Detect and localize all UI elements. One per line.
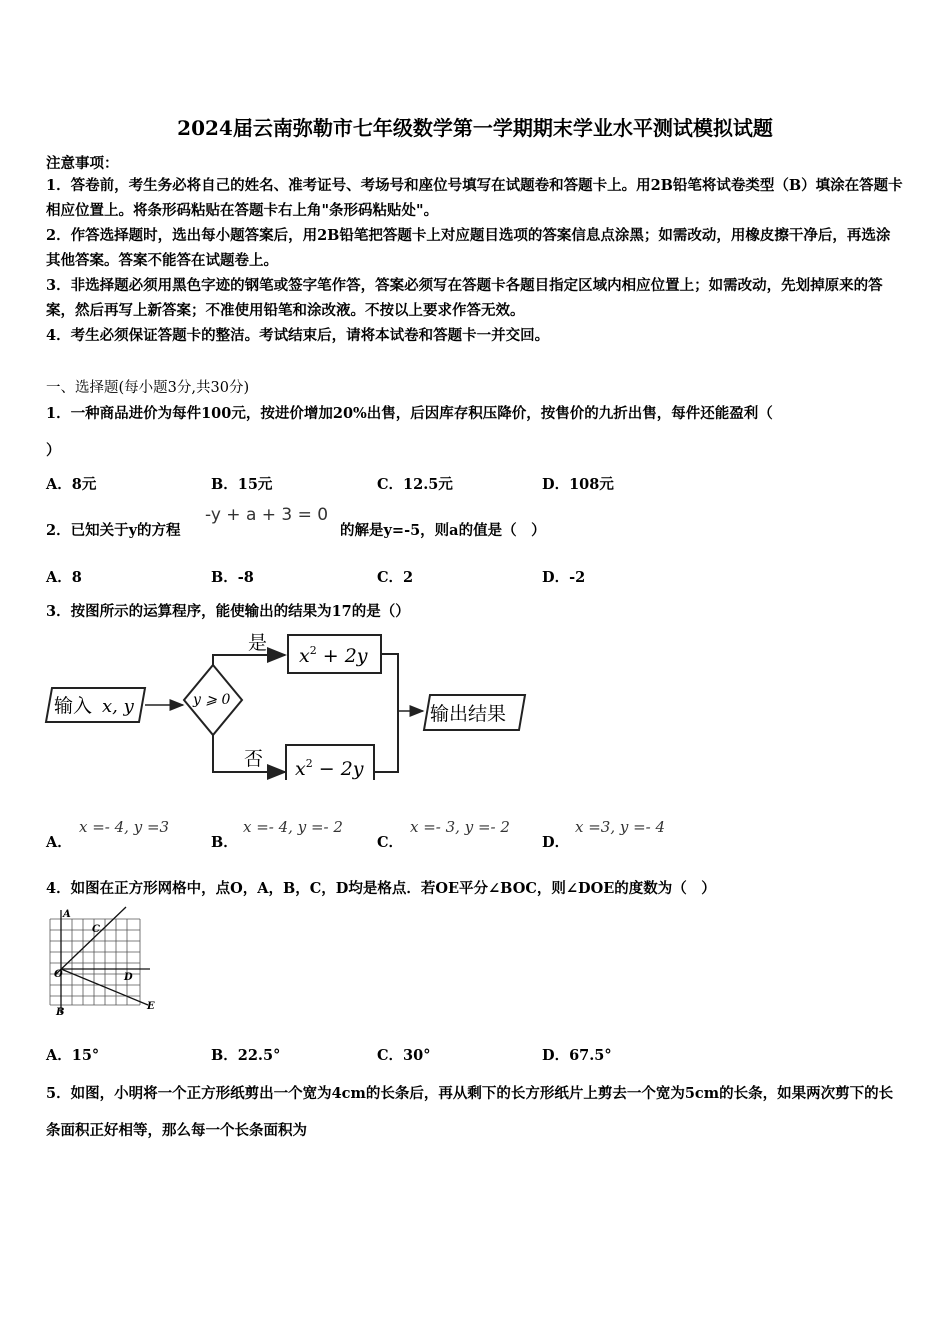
q3-option-a: x =- 4, y =3 — [79, 818, 170, 836]
flow-yes-line — [213, 655, 285, 665]
flowchart — [0, 620, 950, 780]
q1-option-c: C．12.5元 — [377, 476, 453, 493]
q4-option-c: C．30° — [377, 1047, 431, 1064]
flow-no-expr — [295, 757, 364, 780]
label-b: B — [56, 1007, 65, 1018]
flow-yes-sup: 2 — [309, 644, 317, 657]
q3-option-a-letter: A． — [46, 834, 72, 851]
flow-input-vars: x, y — [102, 696, 134, 717]
grid-figure — [40, 905, 170, 1020]
q3-option-d-letter: D． — [542, 834, 570, 851]
flow-output-label: 输出结果 — [430, 703, 507, 725]
q2-text-post: 的解是y=-5，则a的值是（ ） — [340, 522, 546, 539]
q4-text: 4．如图在正方形网格中，点O，A，B，C，D均是格点．若OE平分∠BOC，则∠DOE的度数为（ ） — [46, 880, 716, 897]
flow-no-rest: − 2y — [312, 758, 364, 780]
q2-option-a: A．8 — [46, 569, 82, 586]
notes-heading: 注意事项： — [46, 155, 119, 172]
flow-yes-rest: + 2y — [316, 645, 368, 667]
section-heading: 一、选择题(每小题3分,共30分) — [46, 380, 250, 396]
q2-option-c: C．2 — [377, 569, 414, 586]
flow-yes-base: x — [299, 645, 310, 667]
q3-option-c: x =- 3, y =- 2 — [410, 818, 510, 836]
page-title: 2024届云南弥勒市七年级数学第一学期期末学业水平测试模拟试题 — [177, 116, 773, 140]
q2-option-d: D．-2 — [542, 569, 586, 586]
flow-yes-label: 是 — [248, 632, 268, 654]
q1-option-a: A．8元 — [46, 476, 97, 493]
note-item-3: 3．非选择题必须用黑色字迹的钢笔或签字笔作答，答案必须写在答题卡各题目指定区域内相应位置上；如需改动，先划掉原来的答案，然后再写上新答案；不准使用铅笔和涂改液。不按以上要求作答无效。 — [46, 277, 883, 319]
q5-text: 5．如图，小明将一个正方形纸剪出一个宽为4cm的长条后，再从剩下的长方形纸片上剪去一个宽为5cm的长条，如果两次剪下的长条面积正好相等，那么每一个长条面积为 — [46, 1085, 894, 1139]
q3-option-b: x =- 4, y =- 2 — [243, 818, 343, 836]
label-d: D — [124, 972, 133, 983]
q3-option-b-letter: B． — [211, 834, 238, 851]
q4-option-a: A．15° — [46, 1047, 100, 1064]
flow-condition: y ⩾ 0 — [193, 692, 231, 708]
q1-option-b: B．15元 — [211, 476, 273, 493]
label-o: O — [54, 969, 63, 980]
q2-option-b: B．-8 — [211, 569, 254, 586]
q2-equation: -y + a + 3 = 0 — [205, 505, 329, 525]
flow-no-base: x — [295, 758, 306, 780]
flow-yes-expr — [299, 644, 368, 667]
flow-input-label: 输入 — [54, 695, 93, 717]
label-c: C — [92, 924, 100, 935]
q4-option-d: D．67.5° — [542, 1047, 612, 1064]
q3-text: 3．按图所示的运算程序，能使输出的结果为17的是（） — [46, 603, 410, 620]
q2-text-pre: 2．已知关于y的方程 — [46, 522, 181, 539]
q1-text-cont: ） — [46, 442, 61, 459]
q4-option-b: B．22.5° — [211, 1047, 281, 1064]
note-item-4: 4．考生必须保证答题卡的整洁。考试结束后，请将本试卷和答题卡一并交回。 — [46, 327, 550, 344]
label-a: A — [63, 909, 71, 920]
note-item-1: 1．答卷前，考生务必将自己的姓名、准考证号、考场号和座位号填写在试题卷和答题卡上。用2B铅笔将试卷类型（B）填涂在答题卡相应位置上。将条形码粘贴在答题卡右上角"条形码粘贴处"。 — [46, 177, 903, 219]
q3-option-c-letter: C． — [377, 834, 404, 851]
flow-no-sup: 2 — [305, 757, 313, 770]
note-item-2: 2．作答选择题时，选出每小题答案后，用2B铅笔把答题卡上对应题目选项的答案信息点涂黑；如需改动，用橡皮擦干净后，再选涂其他答案。答案不能答在试题卷上。 — [46, 227, 891, 269]
q1-option-d: D．108元 — [542, 476, 614, 493]
label-e: E — [147, 1001, 155, 1012]
flow-no-label: 否 — [244, 748, 264, 770]
q1-text: 1．一种商品进价为每件100元，按进价增加20%出售，后因库存积压降价，按售价的九折出售，每件还能盈利（ — [46, 405, 773, 422]
q3-option-d: x =3, y =- 4 — [575, 818, 666, 836]
ray-lines — [55, 907, 150, 1013]
